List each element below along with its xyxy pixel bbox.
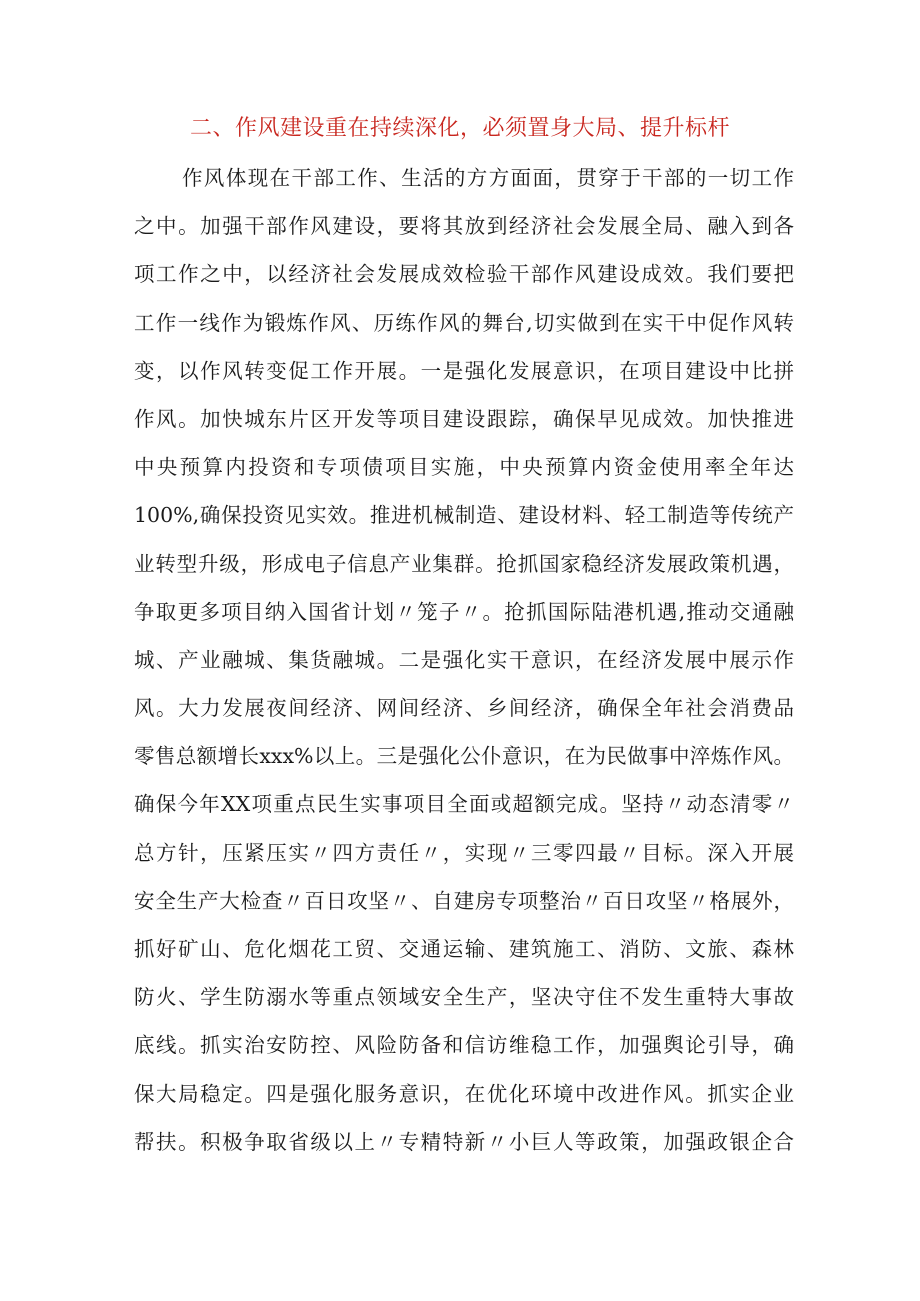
paragraph-line: 中央预算内投资和专项债项目实施，中央预算内资金使用率全年达 (134, 455, 794, 480)
paragraph-line: 帮扶。积极争取省级以上〃专精特新〃小巨人等政策，加强政银企合 (134, 1129, 794, 1154)
paragraph-line: 风。大力发展夜间经济、网间经济、乡间经济，确保全年社会消费品 (134, 696, 794, 721)
paragraph-line: 作风体现在干部工作、生活的方方面面，贯穿于干部的一切工作 (182, 166, 794, 190)
paragraph-line: 防火、学生防溺水等重点领域安全生产，坚决守住不发生重特大事故 (134, 985, 794, 1010)
paragraph-line: 作风。加快城东片区开发等项目建设跟踪，确保早见成效。加快推进 (134, 406, 794, 431)
paragraph-line: 之中。加强干部作风建设，要将其放到经济社会发展全局、融入到各 (134, 214, 794, 239)
paragraph-line: 底线。抓实治安防控、风险防备和信访维稳工作，加强舆论引导，确 (134, 1033, 794, 1058)
paragraph-line: 业转型升级，形成电子信息产业集群。抢抓国家稳经济发展政策机遇， (134, 551, 794, 576)
paragraph-line: 争取更多项目纳入国省计划〃笼子〃。抢抓国际陆港机遇,推动交通融 (134, 599, 794, 624)
paragraph-line: 抓好矿山、危化烟花工贸、交通运输、建筑施工、消防、文旅、森林 (134, 937, 794, 961)
paragraph-line: 工作一线作为锻炼作风、历练作风的舞台,切实做到在实干中促作风转 (134, 310, 794, 335)
paragraph-line: 确保今年XX项重点民生实事项目全面或超额完成。坚持〃动态清零〃 (134, 792, 794, 817)
paragraph-line: 100%,确保投资见实效。推进机械制造、建设材料、轻工制造等传统产 (134, 503, 794, 528)
paragraph-line: 安全生产大检查〃百日攻坚〃、自建房专项整治〃百日攻坚〃格展外， (134, 888, 794, 913)
paragraph-line: 项工作之中，以经济社会发展成效检验干部作风建设成效。我们要把 (134, 262, 794, 287)
body-paragraph (134, 154, 794, 1166)
paragraph-line: 城、产业融城、集货融城。二是强化实干意识，在经济发展中展示作 (134, 647, 794, 672)
paragraph-line: 变，以作风转变促工作开展。一是强化发展意识，在项目建设中比拼 (134, 358, 794, 383)
paragraph-line: 总方针，压紧压实〃四方责任〃，实现〃三零四最〃目标。深入开展 (134, 840, 794, 865)
paragraph-line: 零售总额增长xxx%以上。三是强化公仆意识，在为民做事中淬炼作风。 (134, 744, 794, 769)
paragraph-line: 保大局稳定。四是强化服务意识，在优化环境中改进作风。抓实企业 (134, 1081, 794, 1106)
section-heading: 二、作风建设重在持续深化，必须置身大局、提升标杆 (189, 116, 730, 141)
